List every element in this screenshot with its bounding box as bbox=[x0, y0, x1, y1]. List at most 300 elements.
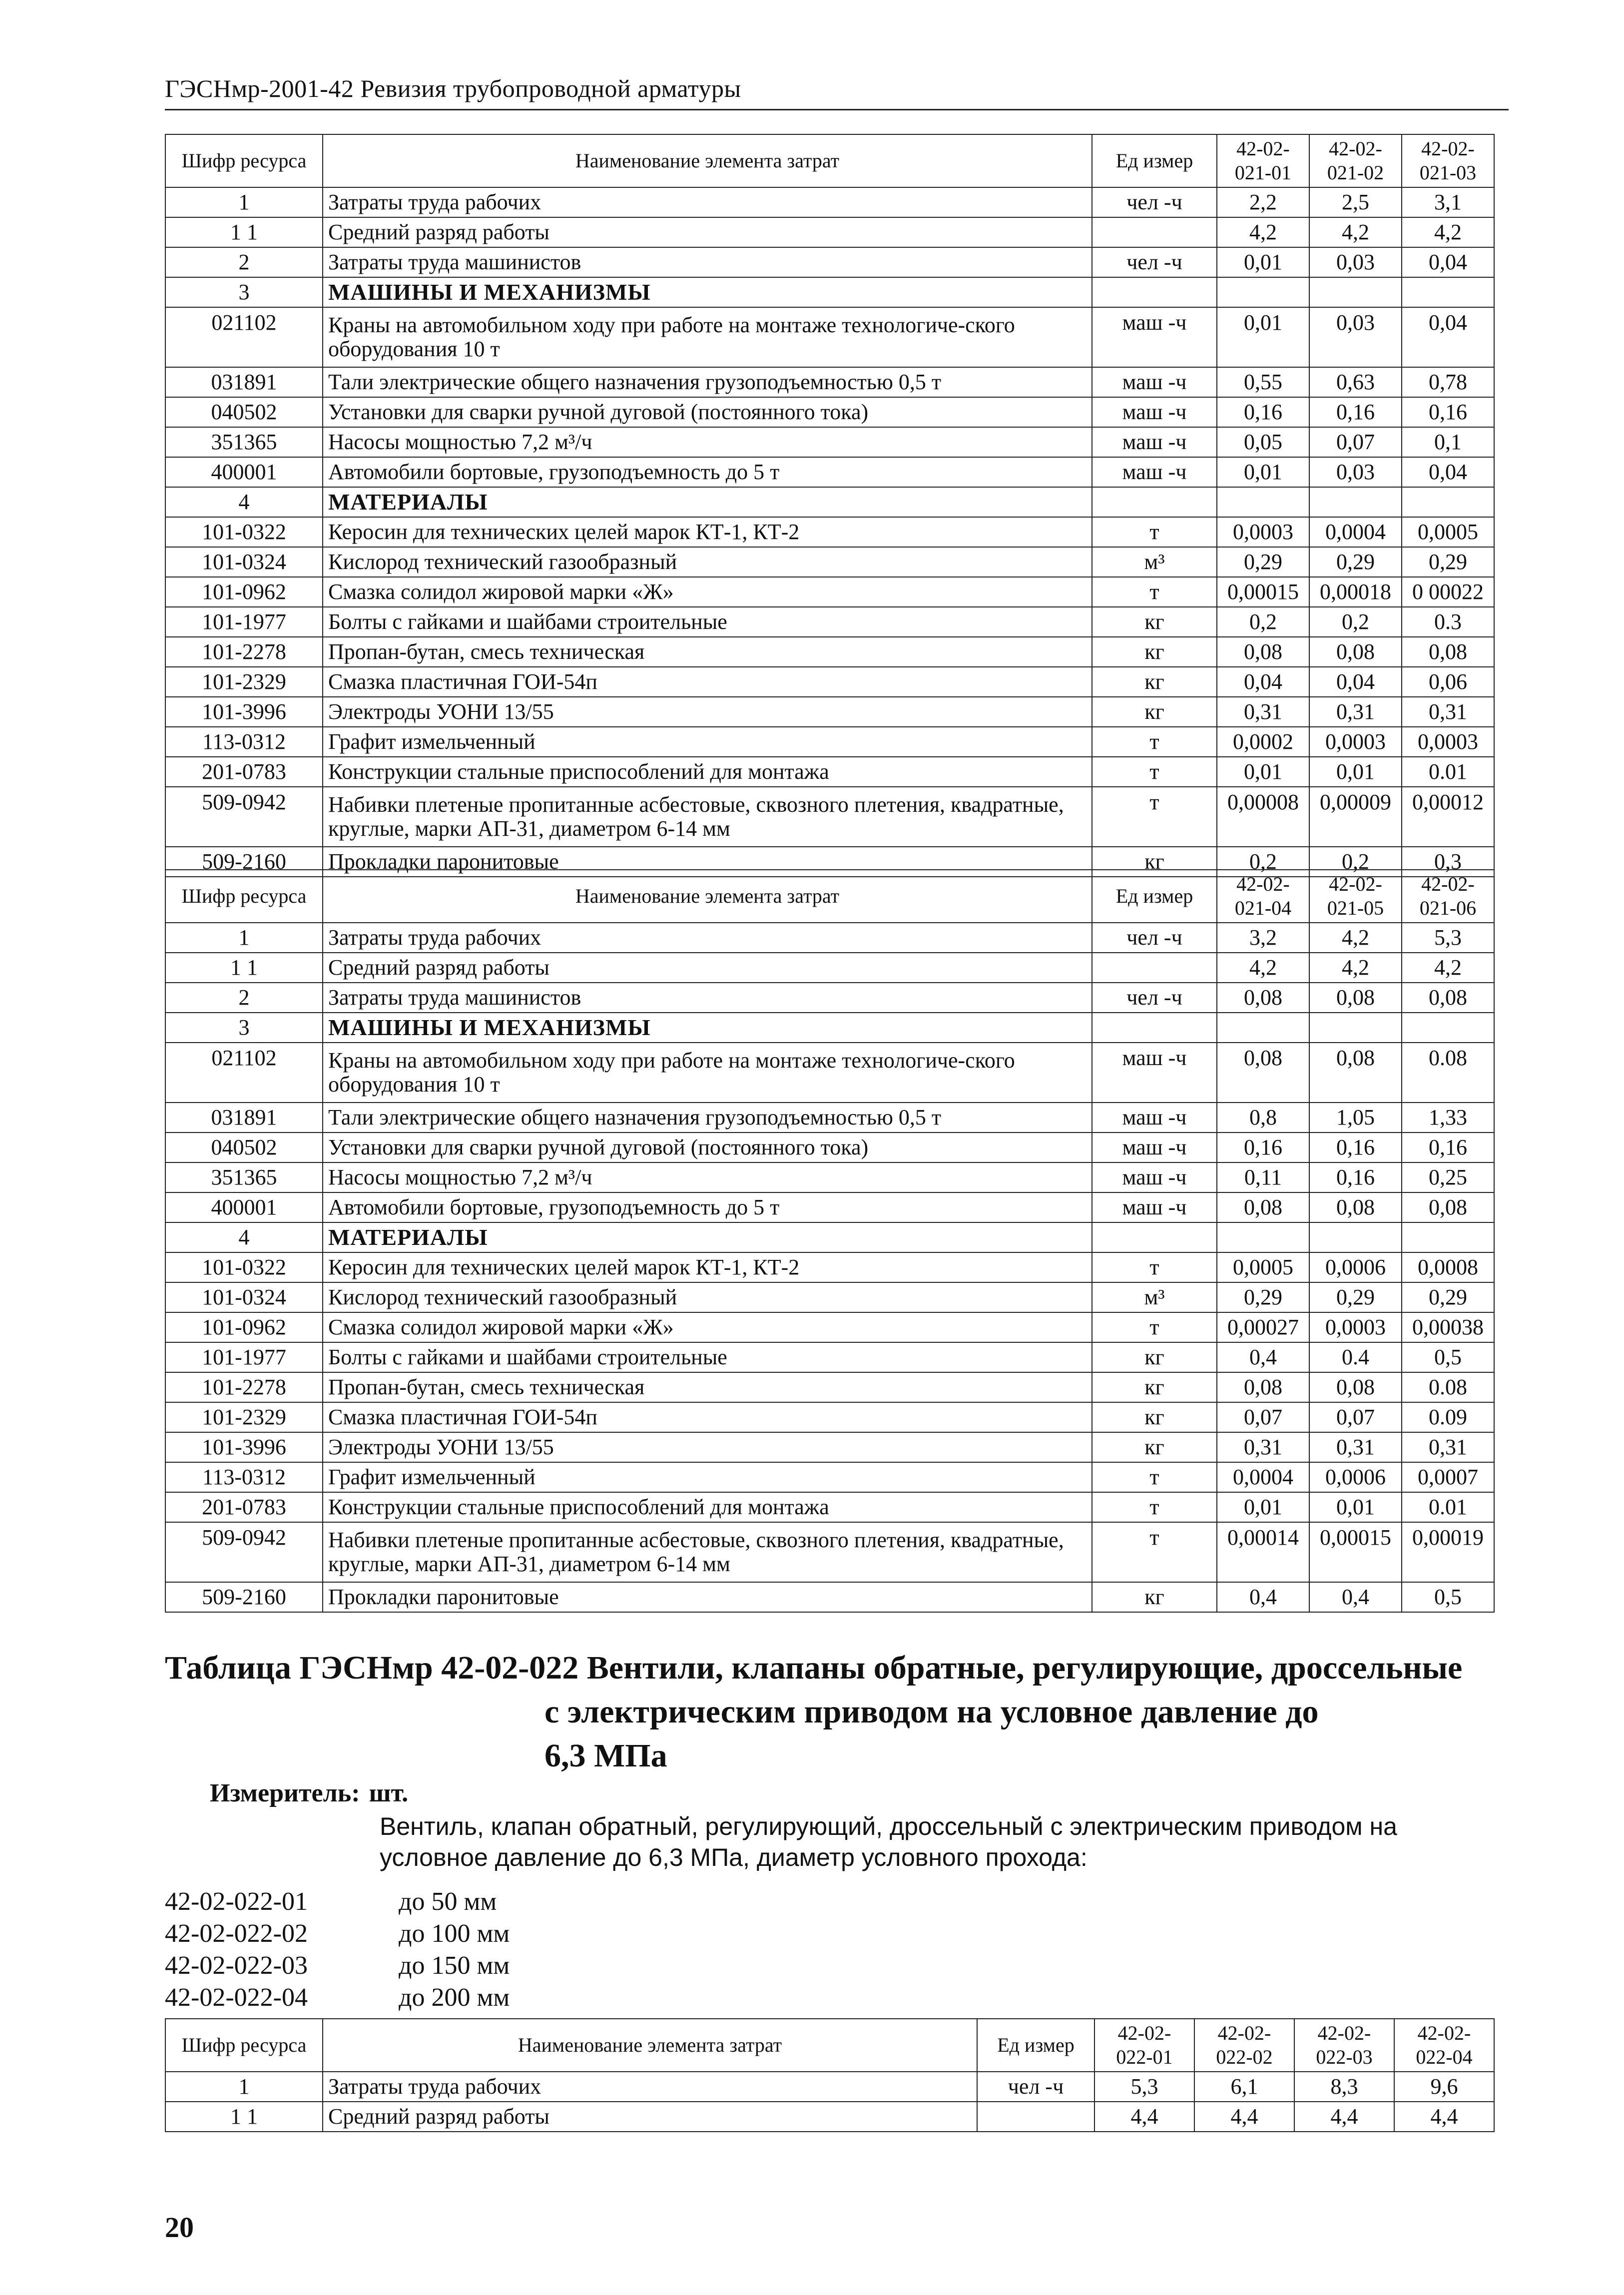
unit-cell: м³ bbox=[1092, 547, 1217, 577]
unit-cell: кг bbox=[1092, 847, 1217, 877]
value-cell: 0,1 bbox=[1402, 427, 1494, 457]
table-row bbox=[165, 1192, 1494, 1222]
table-row bbox=[165, 547, 1494, 577]
resource-code: 101-2278 bbox=[165, 637, 323, 667]
unit-cell: маш -ч bbox=[1092, 367, 1217, 397]
value-cell: 4,2 bbox=[1309, 217, 1402, 247]
resource-code: 400001 bbox=[165, 457, 323, 487]
value-cell: 0,0003 bbox=[1309, 1312, 1402, 1342]
value-cell: 0,31 bbox=[1402, 1432, 1494, 1462]
resource-code: 4 bbox=[165, 1222, 323, 1252]
value-cell: 4,4 bbox=[1394, 2102, 1494, 2132]
running-header: ГЭСНмр-2001-42 Ревизия трубопроводной арматуры bbox=[165, 74, 741, 102]
cost-item-name: Насосы мощностью 7,2 м³/ч bbox=[323, 427, 1092, 457]
resource-code: 1 1 bbox=[165, 953, 323, 983]
value-cell: 0,0007 bbox=[1402, 1462, 1494, 1492]
value-cell: 3,1 bbox=[1402, 187, 1494, 217]
cost-item-name: Затраты труда рабочих bbox=[323, 923, 1092, 953]
value-cell: 0,5 bbox=[1402, 1582, 1494, 1612]
value-cell bbox=[1402, 487, 1494, 517]
unit-cell bbox=[1092, 217, 1217, 247]
resource-code: 031891 bbox=[165, 367, 323, 397]
cost-item-name: МАШИНЫ И МЕХАНИЗМЫ bbox=[323, 277, 1092, 307]
value-cell: 0,2 bbox=[1217, 607, 1309, 637]
value-cell: 1,33 bbox=[1402, 1103, 1494, 1133]
cost-item-name: Краны на автомобильном ходу при работе на монтаже технологиче-ского оборудования 10 т bbox=[323, 307, 1092, 367]
unit-cell: м³ bbox=[1092, 1282, 1217, 1312]
value-cell: 0,00014 bbox=[1217, 1522, 1309, 1582]
value-cell: 2,5 bbox=[1309, 187, 1402, 217]
value-cell: 0,0006 bbox=[1309, 1462, 1402, 1492]
variant-text: до 200 мм bbox=[399, 1983, 510, 2012]
cost-item-name: Пропан-бутан, смесь техническая bbox=[323, 637, 1092, 667]
value-cell: 0,08 bbox=[1309, 1043, 1402, 1103]
cost-item-name: Тали электрические общего назначения грузоподъемностью 0,5 т bbox=[323, 1103, 1092, 1133]
table-row bbox=[165, 667, 1494, 697]
value-cell: 0,07 bbox=[1217, 1402, 1309, 1432]
value-cell: 0,0005 bbox=[1217, 1252, 1309, 1282]
cost-item-name: Набивки плетеные пропитанные асбестовые, сквозного плетения, квадратные, круглые, марки АП-31, диаметром 6-14 мм bbox=[323, 1522, 1092, 1582]
value-cell: 0,4 bbox=[1217, 1342, 1309, 1372]
value-cell: 0,16 bbox=[1217, 1133, 1309, 1162]
unit-cell bbox=[1092, 1222, 1217, 1252]
table-row bbox=[165, 607, 1494, 637]
resource-table-022 bbox=[165, 2018, 1495, 2132]
value-cell: 0,08 bbox=[1402, 637, 1494, 667]
value-cell: 0,78 bbox=[1402, 367, 1494, 397]
cost-item-name: Прокладки паронитовые bbox=[323, 847, 1092, 877]
value-cell: 0,16 bbox=[1309, 1162, 1402, 1192]
col-header-variant: 42-02-022-03 bbox=[1294, 2019, 1394, 2072]
cost-item-name: Графит измельченный bbox=[323, 727, 1092, 757]
unit-cell bbox=[1092, 277, 1217, 307]
value-cell: 0,16 bbox=[1402, 397, 1494, 427]
value-cell: 0,04 bbox=[1402, 457, 1494, 487]
col-header-code: Шифр ресурса bbox=[165, 870, 323, 923]
value-cell: 0.01 bbox=[1402, 757, 1494, 787]
cost-item-name: Кислород технический газообразный bbox=[323, 547, 1092, 577]
resource-code: 040502 bbox=[165, 397, 323, 427]
resource-code: 113-0312 bbox=[165, 727, 323, 757]
value-cell: 0,16 bbox=[1309, 1133, 1402, 1162]
resource-code: 1 1 bbox=[165, 2102, 323, 2132]
unit-cell: чел -ч bbox=[1092, 247, 1217, 277]
table-row bbox=[165, 953, 1494, 983]
value-cell: 0,31 bbox=[1309, 1432, 1402, 1462]
variant-row bbox=[165, 1950, 510, 1982]
value-cell: 0,04 bbox=[1402, 307, 1494, 367]
value-cell: 0,0008 bbox=[1402, 1252, 1494, 1282]
unit-cell: маш -ч bbox=[1092, 307, 1217, 367]
resource-code: 101-2278 bbox=[165, 1372, 323, 1402]
cost-item-name: Электроды УОНИ 13/55 bbox=[323, 697, 1092, 727]
cost-item-name: Прокладки паронитовые bbox=[323, 1582, 1092, 1612]
value-cell: 0,16 bbox=[1217, 397, 1309, 427]
unit-cell: маш -ч bbox=[1092, 457, 1217, 487]
unit-cell: кг bbox=[1092, 607, 1217, 637]
resource-code: 509-2160 bbox=[165, 847, 323, 877]
resource-code: 1 bbox=[165, 2072, 323, 2102]
unit-cell: маш -ч bbox=[1092, 1162, 1217, 1192]
value-cell bbox=[1217, 487, 1309, 517]
value-cell: 4,2 bbox=[1217, 217, 1309, 247]
value-cell: 0,07 bbox=[1309, 1402, 1402, 1432]
cost-item-name: Керосин для технических целей марок КТ-1, КТ-2 bbox=[323, 1252, 1092, 1282]
table-row bbox=[165, 397, 1494, 427]
col-header-variant: 42-02-021-03 bbox=[1402, 134, 1494, 187]
cost-item-name: Болты с гайками и шайбами строительные bbox=[323, 607, 1092, 637]
table-row bbox=[165, 637, 1494, 667]
cost-item-name: Затраты труда рабочих bbox=[323, 187, 1092, 217]
resource-code: 201-0783 bbox=[165, 1492, 323, 1522]
value-cell: 0,8 bbox=[1217, 1103, 1309, 1133]
variant-code: 42-02-022-03 bbox=[165, 1951, 308, 1980]
resource-code: 509-2160 bbox=[165, 1582, 323, 1612]
value-cell: 0,31 bbox=[1402, 697, 1494, 727]
value-cell: 3,2 bbox=[1217, 923, 1309, 953]
variant-text: до 150 мм bbox=[399, 1951, 510, 1980]
resource-code: 021102 bbox=[165, 307, 323, 367]
measurement-label: Измеритель: bbox=[210, 1779, 360, 1807]
value-cell bbox=[1402, 277, 1494, 307]
cost-item-name: Автомобили бортовые, грузоподъемность до 5 т bbox=[323, 457, 1092, 487]
cost-item-name: Смазка солидол жировой марки «Ж» bbox=[323, 1312, 1092, 1342]
value-cell: 4,4 bbox=[1294, 2102, 1394, 2132]
value-cell: 0,31 bbox=[1217, 1432, 1309, 1462]
value-cell: 0,08 bbox=[1309, 1192, 1402, 1222]
unit-cell: т bbox=[1092, 1522, 1217, 1582]
table-header-row bbox=[165, 2019, 1494, 2072]
value-cell bbox=[1402, 1222, 1494, 1252]
value-cell: 0.4 bbox=[1309, 1342, 1402, 1372]
unit-cell: т bbox=[1092, 757, 1217, 787]
resource-code: 101-0324 bbox=[165, 1282, 323, 1312]
unit-cell: т bbox=[1092, 787, 1217, 847]
table-row bbox=[165, 697, 1494, 727]
table-row bbox=[165, 983, 1494, 1013]
table-row bbox=[165, 577, 1494, 607]
cost-item-name: Набивки плетеные пропитанные асбестовые, сквозного плетения, квадратные, круглые, марки АП-31, диаметром 6-14 мм bbox=[323, 787, 1092, 847]
value-cell: 0,01 bbox=[1217, 457, 1309, 487]
value-cell: 0,08 bbox=[1309, 1372, 1402, 1402]
col-header-code: Шифр ресурса bbox=[165, 2019, 323, 2072]
value-cell: 0.08 bbox=[1402, 1043, 1494, 1103]
table-row bbox=[165, 307, 1494, 367]
col-header-variant: 42-02-021-02 bbox=[1309, 134, 1402, 187]
variant-text: до 100 мм bbox=[399, 1919, 510, 1948]
resource-code: 101-1977 bbox=[165, 1342, 323, 1372]
value-cell: 0,01 bbox=[1309, 757, 1402, 787]
unit-cell: чел -ч bbox=[1092, 983, 1217, 1013]
value-cell: 0,29 bbox=[1217, 1282, 1309, 1312]
resource-code: 101-0322 bbox=[165, 1252, 323, 1282]
table-row bbox=[165, 427, 1494, 457]
table-row bbox=[165, 1282, 1494, 1312]
value-cell: 0,01 bbox=[1217, 1492, 1309, 1522]
variant-code: 42-02-022-01 bbox=[165, 1887, 308, 1916]
unit-cell: чел -ч bbox=[1092, 923, 1217, 953]
value-cell: 0,25 bbox=[1402, 1162, 1494, 1192]
resource-code: 1 bbox=[165, 923, 323, 953]
value-cell: 0,2 bbox=[1309, 847, 1402, 877]
value-cell: 0,55 bbox=[1217, 367, 1309, 397]
cost-item-name: Керосин для технических целей марок КТ-1, КТ-2 bbox=[323, 517, 1092, 547]
value-cell: 0,29 bbox=[1309, 547, 1402, 577]
value-cell: 0,0006 bbox=[1309, 1252, 1402, 1282]
value-cell: 0,03 bbox=[1309, 307, 1402, 367]
variant-row bbox=[165, 1982, 510, 2014]
unit-cell: кг bbox=[1092, 637, 1217, 667]
resource-code: 101-2329 bbox=[165, 667, 323, 697]
unit-cell: маш -ч bbox=[1092, 427, 1217, 457]
unit-cell: т bbox=[1092, 517, 1217, 547]
value-cell: 0,0002 bbox=[1217, 727, 1309, 757]
page-number: 20 bbox=[165, 2211, 194, 2244]
value-cell: 4,2 bbox=[1402, 953, 1494, 983]
value-cell: 0,00018 bbox=[1309, 577, 1402, 607]
value-cell: 0,01 bbox=[1309, 1492, 1402, 1522]
resource-code: 040502 bbox=[165, 1133, 323, 1162]
col-header-variant: 42-02-022-01 bbox=[1094, 2019, 1194, 2072]
section-title-line1: Таблица ГЭСНмр 42-02-022 Вентили, клапаны обратные, регулирующие, дроссельные bbox=[165, 1650, 1463, 1686]
value-cell: 0,00009 bbox=[1309, 787, 1402, 847]
value-cell: 0.01 bbox=[1402, 1492, 1494, 1522]
unit-cell: маш -ч bbox=[1092, 397, 1217, 427]
col-header-name: Наименование элемента затрат bbox=[323, 2019, 977, 2072]
table-row bbox=[165, 1043, 1494, 1103]
resource-code: 101-2329 bbox=[165, 1402, 323, 1432]
col-header-variant: 42-02-021-05 bbox=[1309, 870, 1402, 923]
resource-code: 351365 bbox=[165, 427, 323, 457]
value-cell: 0,0004 bbox=[1309, 517, 1402, 547]
cost-item-name: МАТЕРИАЛЫ bbox=[323, 1222, 1092, 1252]
table-row bbox=[165, 367, 1494, 397]
unit-cell: т bbox=[1092, 1492, 1217, 1522]
resource-code: 113-0312 bbox=[165, 1462, 323, 1492]
cost-item-name: Электроды УОНИ 13/55 bbox=[323, 1432, 1092, 1462]
value-cell: 0,04 bbox=[1309, 667, 1402, 697]
resource-code: 101-3996 bbox=[165, 1432, 323, 1462]
value-cell: 0,00019 bbox=[1402, 1522, 1494, 1582]
cost-item-name: МАШИНЫ И МЕХАНИЗМЫ bbox=[323, 1013, 1092, 1043]
value-cell: 4,4 bbox=[1094, 2102, 1194, 2132]
table-row bbox=[165, 727, 1494, 757]
value-cell bbox=[1402, 1013, 1494, 1043]
value-cell: 0,0003 bbox=[1309, 727, 1402, 757]
value-cell: 0,29 bbox=[1309, 1282, 1402, 1312]
col-header-unit: Ед измер bbox=[1092, 134, 1217, 187]
table-row bbox=[165, 187, 1494, 217]
unit-cell: маш -ч bbox=[1092, 1192, 1217, 1222]
value-cell: 0,08 bbox=[1217, 1192, 1309, 1222]
value-cell bbox=[1217, 1013, 1309, 1043]
value-cell: 0,00027 bbox=[1217, 1312, 1309, 1342]
resource-code: 3 bbox=[165, 277, 323, 307]
resource-code: 101-1977 bbox=[165, 607, 323, 637]
table-row bbox=[165, 517, 1494, 547]
value-cell: 0.09 bbox=[1402, 1402, 1494, 1432]
value-cell: 0,31 bbox=[1217, 697, 1309, 727]
value-cell: 0,5 bbox=[1402, 1342, 1494, 1372]
value-cell: 0 00022 bbox=[1402, 577, 1494, 607]
value-cell: 0,08 bbox=[1217, 1043, 1309, 1103]
header-rule bbox=[165, 109, 1509, 110]
resource-code: 1 bbox=[165, 187, 323, 217]
value-cell: 0,2 bbox=[1217, 847, 1309, 877]
cost-item-name: Смазка солидол жировой марки «Ж» bbox=[323, 577, 1092, 607]
value-cell: 0,08 bbox=[1217, 1372, 1309, 1402]
value-cell: 0,00008 bbox=[1217, 787, 1309, 847]
resource-code: 509-0942 bbox=[165, 1522, 323, 1582]
variant-row bbox=[165, 1886, 510, 1918]
col-header-variant: 42-02-022-04 bbox=[1394, 2019, 1494, 2072]
resource-code: 509-0942 bbox=[165, 787, 323, 847]
resource-code: 101-0962 bbox=[165, 1312, 323, 1342]
unit-cell: т bbox=[1092, 1312, 1217, 1342]
value-cell: 4,2 bbox=[1217, 953, 1309, 983]
resource-code: 2 bbox=[165, 247, 323, 277]
table-header-row bbox=[165, 870, 1494, 923]
value-cell: 0,4 bbox=[1217, 1582, 1309, 1612]
variant-code: 42-02-022-04 bbox=[165, 1983, 308, 2012]
cost-item-name: Затраты труда машинистов bbox=[323, 983, 1092, 1013]
cost-item-name: Пропан-бутан, смесь техническая bbox=[323, 1372, 1092, 1402]
table-row bbox=[165, 1162, 1494, 1192]
cost-item-name: Затраты труда машинистов bbox=[323, 247, 1092, 277]
unit-cell: т bbox=[1092, 577, 1217, 607]
value-cell: 9,6 bbox=[1394, 2072, 1494, 2102]
value-cell: 0,01 bbox=[1217, 247, 1309, 277]
unit-cell: кг bbox=[1092, 697, 1217, 727]
section-row bbox=[165, 277, 1494, 307]
resource-code: 101-0322 bbox=[165, 517, 323, 547]
value-cell: 0,06 bbox=[1402, 667, 1494, 697]
cost-item-name: Конструкции стальные приспособлений для монтажа bbox=[323, 1492, 1092, 1522]
cost-item-name: Графит измельченный bbox=[323, 1462, 1092, 1492]
value-cell: 1,05 bbox=[1309, 1103, 1402, 1133]
col-header-name: Наименование элемента затрат bbox=[323, 870, 1092, 923]
unit-cell: кг bbox=[1092, 1432, 1217, 1462]
resource-code: 201-0783 bbox=[165, 757, 323, 787]
col-header-unit: Ед измер bbox=[1092, 870, 1217, 923]
table-row bbox=[165, 1522, 1494, 1582]
value-cell: 0,03 bbox=[1309, 457, 1402, 487]
value-cell: 0,29 bbox=[1402, 1282, 1494, 1312]
col-header-variant: 42-02-021-04 bbox=[1217, 870, 1309, 923]
resource-code: 101-0324 bbox=[165, 547, 323, 577]
resource-code: 1 1 bbox=[165, 217, 323, 247]
value-cell bbox=[1309, 487, 1402, 517]
measurement-line bbox=[210, 1778, 408, 1808]
section-title-line3: 6,3 МПа bbox=[544, 1737, 667, 1774]
value-cell: 0,00038 bbox=[1402, 1312, 1494, 1342]
value-cell: 8,3 bbox=[1294, 2072, 1394, 2102]
section-row bbox=[165, 487, 1494, 517]
col-header-code: Шифр ресурса bbox=[165, 134, 323, 187]
resource-code: 4 bbox=[165, 487, 323, 517]
value-cell: 2,2 bbox=[1217, 187, 1309, 217]
value-cell: 0,08 bbox=[1402, 983, 1494, 1013]
resource-code: 3 bbox=[165, 1013, 323, 1043]
table-row bbox=[165, 1342, 1494, 1372]
value-cell: 4,2 bbox=[1309, 953, 1402, 983]
cost-item-name: Конструкции стальные приспособлений для монтажа bbox=[323, 757, 1092, 787]
table-row bbox=[165, 2102, 1494, 2132]
value-cell bbox=[1309, 1013, 1402, 1043]
table-row bbox=[165, 2072, 1494, 2102]
value-cell bbox=[1217, 277, 1309, 307]
value-cell: 0,08 bbox=[1217, 637, 1309, 667]
value-cell: 0.3 bbox=[1402, 607, 1494, 637]
unit-cell: маш -ч bbox=[1092, 1133, 1217, 1162]
col-header-variant: 42-02-021-01 bbox=[1217, 134, 1309, 187]
cost-item-name: Средний разряд работы bbox=[323, 217, 1092, 247]
table-row bbox=[165, 1582, 1494, 1612]
value-cell: 0,63 bbox=[1309, 367, 1402, 397]
cost-item-name: Болты с гайками и шайбами строительные bbox=[323, 1342, 1092, 1372]
value-cell: 0,08 bbox=[1402, 1192, 1494, 1222]
value-cell: 0,01 bbox=[1217, 757, 1309, 787]
value-cell: 0,3 bbox=[1402, 847, 1494, 877]
value-cell: 0,00015 bbox=[1309, 1522, 1402, 1582]
cost-item-name: Установки для сварки ручной дуговой (постоянного тока) bbox=[323, 1133, 1092, 1162]
unit-cell: кг bbox=[1092, 1372, 1217, 1402]
unit-cell: т bbox=[1092, 1462, 1217, 1492]
table-row bbox=[165, 1312, 1494, 1342]
table-row bbox=[165, 1462, 1494, 1492]
value-cell: 0,04 bbox=[1217, 667, 1309, 697]
value-cell bbox=[1217, 1222, 1309, 1252]
value-cell: 4,2 bbox=[1309, 923, 1402, 953]
value-cell: 4,4 bbox=[1194, 2102, 1294, 2132]
col-header-name: Наименование элемента затрат bbox=[323, 134, 1092, 187]
unit-cell: кг bbox=[1092, 667, 1217, 697]
resource-code: 021102 bbox=[165, 1043, 323, 1103]
col-header-variant: 42-02-021-06 bbox=[1402, 870, 1494, 923]
table-row bbox=[165, 217, 1494, 247]
unit-cell: маш -ч bbox=[1092, 1043, 1217, 1103]
unit-cell bbox=[1092, 953, 1217, 983]
table-row bbox=[165, 1372, 1494, 1402]
cost-item-name: МАТЕРИАЛЫ bbox=[323, 487, 1092, 517]
unit-cell bbox=[1092, 1013, 1217, 1043]
cost-item-name: Кислород технический газообразный bbox=[323, 1282, 1092, 1312]
value-cell: 0,07 bbox=[1309, 427, 1402, 457]
table-row bbox=[165, 457, 1494, 487]
value-cell: 4,2 bbox=[1402, 217, 1494, 247]
resource-code: 031891 bbox=[165, 1103, 323, 1133]
value-cell: 5,3 bbox=[1094, 2072, 1194, 2102]
value-cell: 0,11 bbox=[1217, 1162, 1309, 1192]
table-row bbox=[165, 757, 1494, 787]
table-row bbox=[165, 787, 1494, 847]
cost-item-name: Установки для сварки ручной дуговой (постоянного тока) bbox=[323, 397, 1092, 427]
value-cell: 0,16 bbox=[1309, 397, 1402, 427]
value-cell: 0,00015 bbox=[1217, 577, 1309, 607]
value-cell: 0,29 bbox=[1217, 547, 1309, 577]
variant-text: до 50 мм bbox=[399, 1887, 497, 1916]
cost-item-name: Краны на автомобильном ходу при работе на монтаже технологиче-ского оборудования 10 т bbox=[323, 1043, 1092, 1103]
value-cell: 0,08 bbox=[1217, 983, 1309, 1013]
table-row bbox=[165, 1432, 1494, 1462]
value-cell: 0,08 bbox=[1309, 637, 1402, 667]
cost-item-name: Автомобили бортовые, грузоподъемность до 5 т bbox=[323, 1192, 1092, 1222]
table-row bbox=[165, 1133, 1494, 1162]
table-row bbox=[165, 1492, 1494, 1522]
unit-cell: т bbox=[1092, 1252, 1217, 1282]
value-cell: 0.08 bbox=[1402, 1372, 1494, 1402]
cost-item-name: Насосы мощностью 7,2 м³/ч bbox=[323, 1162, 1092, 1192]
